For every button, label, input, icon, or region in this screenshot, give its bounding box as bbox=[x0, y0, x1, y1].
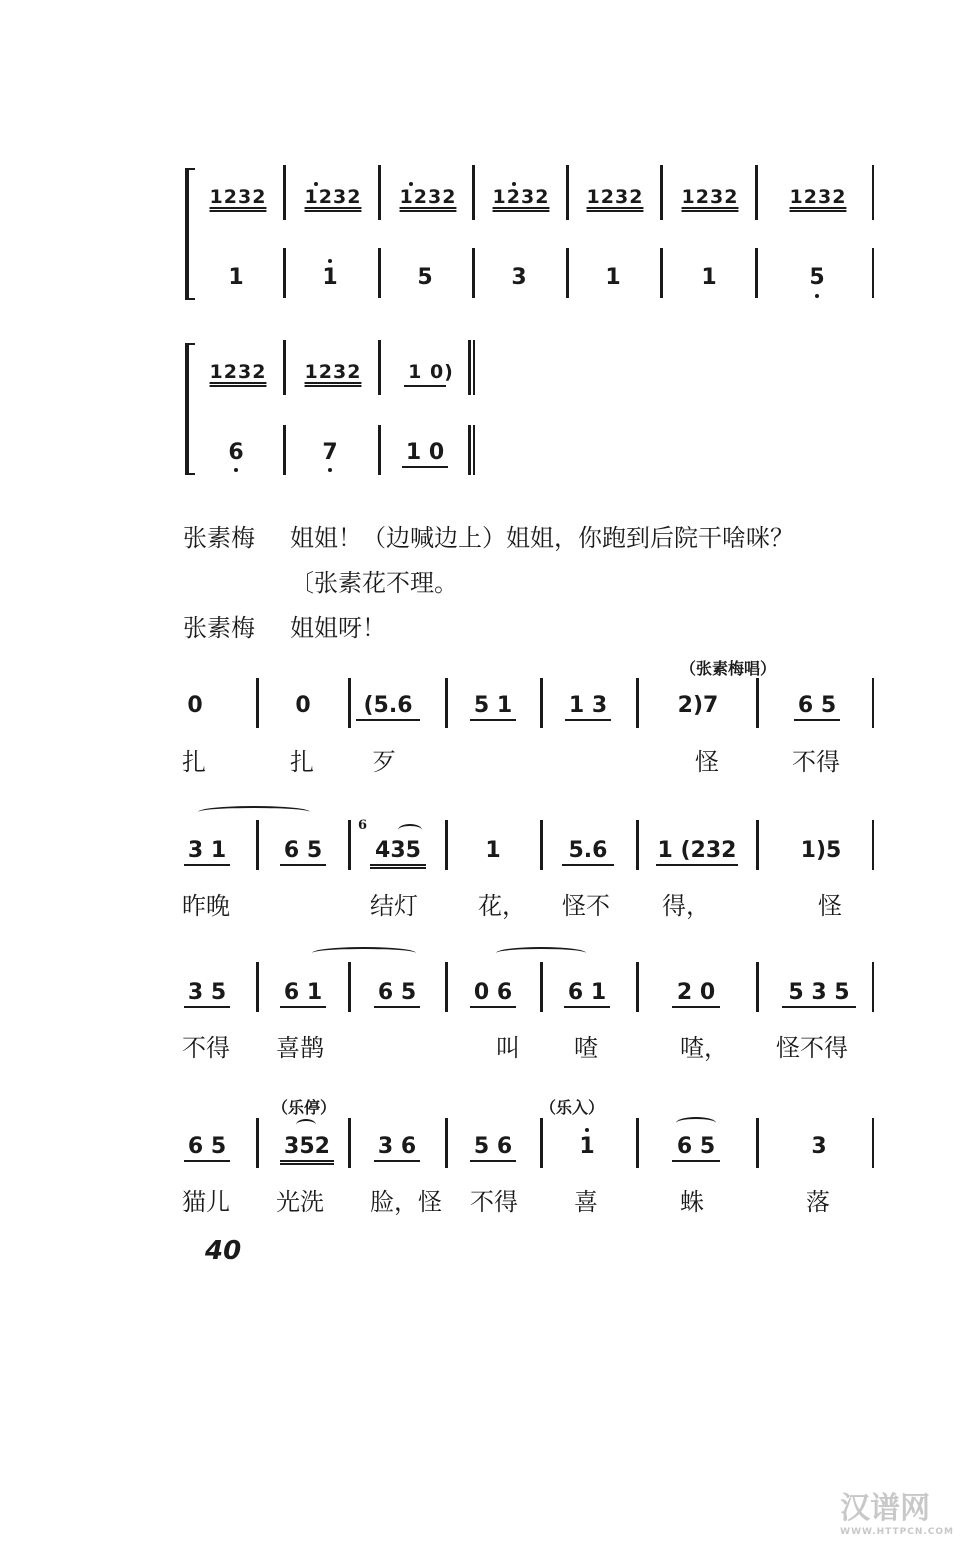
barline bbox=[756, 962, 759, 1012]
lyric: 喜鹊 bbox=[276, 1034, 324, 1062]
note: 1 bbox=[605, 265, 621, 290]
speaker-name: 张素梅 bbox=[183, 524, 255, 552]
note: 6 5 bbox=[672, 1134, 720, 1162]
note: 6 1 bbox=[564, 980, 610, 1008]
barline bbox=[348, 678, 351, 728]
note: (5.6 bbox=[356, 693, 420, 721]
barline bbox=[636, 962, 639, 1012]
barline bbox=[540, 962, 543, 1012]
barline-end bbox=[872, 165, 874, 220]
barline bbox=[445, 962, 448, 1012]
barline bbox=[756, 1118, 759, 1168]
note-group: 1232 bbox=[586, 186, 644, 208]
note: 5 3 5 bbox=[782, 980, 856, 1008]
note: 1 bbox=[485, 838, 501, 863]
note: 5 bbox=[809, 265, 825, 290]
barline-end bbox=[473, 425, 475, 475]
octave-dot bbox=[512, 182, 516, 186]
barline bbox=[256, 1118, 259, 1168]
barline bbox=[755, 248, 758, 298]
lyric: 怪 bbox=[818, 892, 842, 920]
note-group: 1232 bbox=[681, 186, 739, 208]
barline bbox=[348, 962, 351, 1012]
slur bbox=[198, 806, 310, 818]
note: 7 bbox=[322, 440, 338, 465]
note: 1 bbox=[322, 265, 338, 290]
slur bbox=[496, 947, 586, 959]
note-group: 1232 bbox=[209, 186, 267, 208]
note: 2 0 bbox=[672, 980, 720, 1008]
note: 5 6 bbox=[470, 1134, 516, 1162]
lyric: 歹 bbox=[372, 748, 396, 776]
barline-end bbox=[872, 820, 874, 870]
octave-dot bbox=[328, 259, 332, 263]
dialogue-line: 姐姐呀！ bbox=[290, 614, 386, 642]
note: 6 1 bbox=[280, 980, 326, 1008]
watermark-logo bbox=[840, 1483, 954, 1537]
lyric: 得， bbox=[662, 892, 710, 920]
barline-end bbox=[473, 340, 475, 395]
barline bbox=[378, 248, 381, 298]
barline bbox=[566, 165, 569, 220]
note: 6 5 bbox=[374, 980, 420, 1008]
barline bbox=[636, 678, 639, 728]
barline bbox=[472, 165, 475, 220]
lyric: 蛛 bbox=[680, 1188, 704, 1216]
octave-dot bbox=[234, 468, 238, 472]
barline bbox=[283, 165, 286, 220]
barline-end bbox=[468, 425, 471, 475]
lyric: 花， bbox=[478, 892, 526, 920]
barline bbox=[540, 678, 543, 728]
note: 5 1 bbox=[470, 693, 516, 721]
lyric: 喜 bbox=[574, 1188, 598, 1216]
barline bbox=[660, 165, 663, 220]
lyric: 猫儿 bbox=[182, 1188, 230, 1216]
note: 1 bbox=[579, 1134, 595, 1159]
barline bbox=[755, 165, 758, 220]
note: 3 bbox=[811, 1134, 827, 1159]
barline bbox=[445, 1118, 448, 1168]
lyric: 喳 bbox=[574, 1034, 598, 1062]
slur bbox=[296, 1119, 316, 1131]
barline bbox=[566, 248, 569, 298]
note-group: 1232 bbox=[209, 361, 267, 383]
barline bbox=[660, 248, 663, 298]
barline-end bbox=[468, 340, 471, 395]
underline bbox=[404, 385, 446, 387]
speaker-name: 张素梅 bbox=[183, 614, 255, 642]
barline bbox=[445, 678, 448, 728]
note: 435 bbox=[370, 838, 426, 869]
note: 5 bbox=[417, 265, 433, 290]
octave-dot bbox=[409, 182, 413, 186]
lyric: 喳， bbox=[680, 1034, 728, 1062]
octave-dot bbox=[585, 1128, 589, 1132]
lyric: 扎 bbox=[182, 748, 206, 776]
note: 3 6 bbox=[374, 1134, 420, 1162]
octave-dot bbox=[314, 182, 318, 186]
barline bbox=[378, 165, 381, 220]
barline bbox=[756, 678, 759, 728]
lyric: 落 bbox=[806, 1188, 830, 1216]
note: 3 bbox=[511, 265, 527, 290]
note: 1 0 bbox=[402, 440, 448, 468]
barline-end bbox=[872, 1118, 874, 1168]
lyric: 怪不 bbox=[562, 892, 610, 920]
lyric: 叫 bbox=[496, 1034, 520, 1062]
barline bbox=[348, 1118, 351, 1168]
note: 1 bbox=[228, 265, 244, 290]
note: 0 bbox=[187, 693, 203, 718]
lyric: 不得 bbox=[470, 1188, 518, 1216]
note: 6 5 bbox=[280, 838, 326, 866]
note-group: 1232 bbox=[789, 186, 847, 208]
barline bbox=[472, 248, 475, 298]
dialogue-line: 姐姐！（边喊边上）姐姐，你跑到后院干啥咪？ bbox=[290, 524, 794, 552]
barline-end bbox=[872, 962, 874, 1012]
system-bracket bbox=[185, 168, 195, 300]
note-group: 1 0) bbox=[408, 361, 454, 383]
barline bbox=[256, 820, 259, 870]
stage-direction: 〔张素花不理。 bbox=[290, 569, 458, 597]
note: 1 3 bbox=[565, 693, 611, 721]
barline bbox=[378, 340, 381, 395]
lyric: 怪 bbox=[695, 748, 719, 776]
barline bbox=[256, 678, 259, 728]
note: 6 bbox=[228, 440, 244, 465]
barline bbox=[283, 425, 286, 475]
note-group: 1232 bbox=[492, 186, 550, 208]
note: 352 bbox=[280, 1134, 334, 1165]
barline bbox=[636, 820, 639, 870]
barline bbox=[756, 820, 759, 870]
slur bbox=[398, 824, 422, 836]
lyric: 光洗 bbox=[276, 1188, 324, 1216]
lyric: 怪不得 bbox=[776, 1034, 848, 1062]
octave-dot bbox=[815, 294, 819, 298]
barline bbox=[445, 820, 448, 870]
system-bracket bbox=[185, 343, 195, 475]
note: 5.6 bbox=[562, 838, 614, 866]
note: 6 5 bbox=[794, 693, 840, 721]
note-group: 1232 bbox=[304, 186, 362, 208]
slur bbox=[312, 947, 416, 959]
watermark-text: 汉谱网 bbox=[840, 1491, 931, 1526]
page-number: 40 bbox=[205, 1236, 242, 1266]
music-stop-annotation: （乐停） bbox=[272, 1098, 337, 1117]
barline bbox=[348, 820, 351, 870]
barline bbox=[256, 962, 259, 1012]
lyric: 结灯 bbox=[370, 892, 418, 920]
lyric: 脸，怪 bbox=[370, 1188, 442, 1216]
barline bbox=[283, 248, 286, 298]
barline bbox=[540, 820, 543, 870]
lyric: 不得 bbox=[182, 1034, 230, 1062]
octave-dot bbox=[328, 468, 332, 472]
note: 1)5 bbox=[800, 838, 842, 863]
grace-note: 6 bbox=[358, 818, 368, 833]
music-enter-annotation: （乐入） bbox=[540, 1098, 605, 1117]
note: 2)7 bbox=[677, 693, 719, 718]
slur bbox=[676, 1117, 716, 1129]
note: 0 bbox=[295, 693, 311, 718]
lyric: 扎 bbox=[290, 748, 314, 776]
note: 1 bbox=[701, 265, 717, 290]
note: 3 5 bbox=[184, 980, 230, 1008]
lyric: 不得 bbox=[792, 748, 840, 776]
barline-end bbox=[872, 678, 874, 728]
watermark-url: WWW.HTTPCN.COM bbox=[840, 1527, 954, 1537]
note-group: 1232 bbox=[304, 361, 362, 383]
barline bbox=[540, 1118, 543, 1168]
note: 1 (232 bbox=[656, 838, 738, 866]
lyric: 昨晚 bbox=[182, 892, 230, 920]
note: 3 1 bbox=[184, 838, 230, 866]
barline bbox=[283, 340, 286, 395]
barline-end bbox=[872, 248, 874, 298]
barline bbox=[378, 425, 381, 475]
barline bbox=[636, 1118, 639, 1168]
note: 0 6 bbox=[470, 980, 516, 1008]
note-group: 1232 bbox=[399, 186, 457, 208]
singer-annotation: （张素梅唱） bbox=[680, 659, 777, 678]
note: 6 5 bbox=[184, 1134, 230, 1162]
